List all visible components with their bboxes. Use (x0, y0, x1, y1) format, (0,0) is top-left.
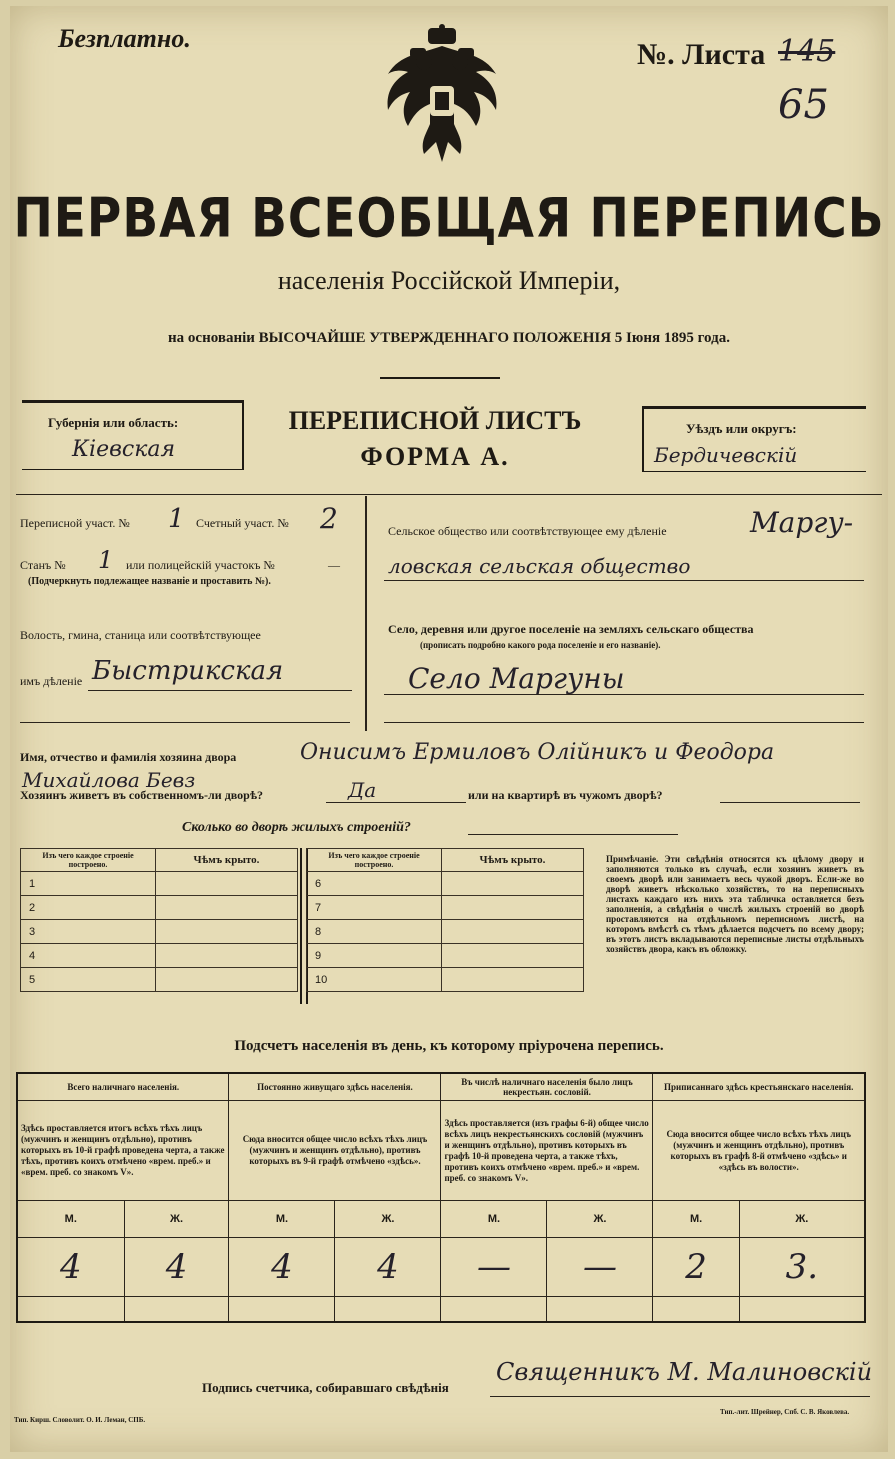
eagle-emblem-icon (380, 24, 505, 174)
row-number: 7 (307, 896, 442, 920)
female-label: Ж. (124, 1201, 229, 1238)
table-cell (442, 968, 584, 992)
buildings-label: Сколько во дворѣ жилыхъ строеній? (182, 820, 411, 835)
owner-lives-label: Хозяинъ живетъ въ собственномъ-ли дворѣ? (20, 788, 264, 802)
non-peasant-female-value: — (547, 1238, 653, 1297)
table-cell (17, 1297, 124, 1323)
permanent-female-value: 4 (335, 1238, 441, 1297)
owner-lives-line (326, 802, 466, 803)
ornament-divider (380, 377, 500, 379)
volost-value: Быстрикская (92, 656, 284, 686)
province-value: Кіевская (72, 437, 176, 462)
table-cell (156, 896, 298, 920)
page-title: ПЕРВАЯ ВСЕОБЩАЯ ПЕРЕПИСЬ (13, 186, 885, 251)
district-value: Бердичевскій (654, 443, 798, 467)
province-box (22, 400, 244, 470)
police-label: или полицейскій участокъ № (126, 558, 275, 572)
row-number: 9 (307, 944, 442, 968)
desc-permanent: Сюда вносится общее число всѣхъ тѣхъ лицъ (мужчинъ и женщинъ отдѣльно), противъ которыхъ въ 9-й графѣ отмѣчено «здѣсь». (229, 1101, 441, 1201)
volost-label: Волость, гмина, станица или соотвѣтствующее (20, 628, 261, 642)
signature-label: Подпись счетчика, собиравшаго свѣдѣнія (202, 1380, 449, 1395)
district-label: Уѣздъ или округъ: (686, 421, 797, 436)
table-cell (335, 1297, 441, 1323)
desc-non-peasant: Здѣсь проставляется (изъ графы 6-й) общее число всѣхъ лицъ некрестьянскихъ сословій (мужчинъ и женщинъ отдѣльно), противъ которыхъ въ графѣ 10-й проведена черта, а также тѣхъ, противъ коихъ отмѣчено «врем. преб.» и «врем. преб. со знакомъ V». (441, 1101, 653, 1201)
printer-left: Тип. Кирш. Словолит. О. И. Леман, СПБ. (14, 1416, 146, 1424)
society-line (384, 580, 864, 581)
census-district-value: 1 (168, 504, 185, 534)
table-cell (229, 1297, 335, 1323)
table-cell (442, 896, 584, 920)
census-sheet (10, 6, 888, 1452)
table-cell (124, 1297, 229, 1323)
signature-line (490, 1396, 870, 1397)
society-label: Сельское общество или соотвѣтствующее ему дѣленіе (388, 524, 667, 538)
male-label: М. (17, 1201, 124, 1238)
table-cell (441, 1297, 547, 1323)
total-female-value: 4 (124, 1238, 229, 1297)
table-cell (156, 944, 298, 968)
female-label: Ж. (739, 1201, 865, 1238)
police-value: — (328, 558, 340, 572)
table-cell (156, 872, 298, 896)
row-number: 3 (21, 920, 156, 944)
table-cell (739, 1297, 865, 1323)
owner-name-value-2: Михайлова Бевз (22, 768, 196, 792)
row-number: 5 (21, 968, 156, 992)
sheet-label: №. Листа (637, 38, 766, 71)
col-material: Изъ чего каждое строеніе построено. (307, 849, 442, 872)
note-text: Примѣчаніе. Эти свѣдѣнія относятся къ цѣлому двору и заполняются только въ случаѣ, если хозяинъ живетъ въ своемъ дворѣ или занимаетъ весь чужой дворъ. Если-же во дворѣ живетъ нѣсколько хозяйствъ, то на переписныхъ листахъ каждаго изъ нихъ эта табличка оставляется безъ заполненія, а свѣдѣнія о числѣ жилыхъ строеній во дворѣ проставляются на отдѣльномъ переписномъ листѣ, на которомъ вмѣстѣ съ тѣмъ дѣлается подсчетъ по всему двору; въ этотъ листъ вкладываются переписные листы отдѣльныхъ хозяйствъ двора, какъ въ обложку. (606, 854, 864, 954)
count-district-value: 2 (320, 502, 338, 535)
table-cell (156, 968, 298, 992)
table-cell (653, 1297, 739, 1323)
table-cell (442, 944, 584, 968)
census-district-label: Переписной участ. № (20, 516, 130, 530)
population-table (16, 1072, 866, 1323)
owner-name-label: Имя, отчество и фамилія хозяина двора (20, 750, 237, 764)
signature-value: Священникъ М. Малиновскій (496, 1358, 873, 1386)
col-roof: Чѣмъ крыто. (442, 849, 584, 872)
population-title: Подсчетъ населенія въ день, къ которому пріурочена перепись. (234, 1038, 664, 1054)
society-value: Маргу- (750, 506, 854, 539)
society-value-2: ловская сельская общество (388, 554, 691, 578)
header-total: Всего наличнаго населенія. (17, 1073, 229, 1101)
province-label: Губернія или область: (48, 415, 179, 430)
total-male-value: 4 (17, 1238, 124, 1297)
buildings-line (468, 834, 678, 835)
peasant-male-value: 2 (653, 1238, 739, 1297)
section-rule (16, 494, 882, 495)
village-note: (прописать подробно какого рода поселеніе и его названіе). (420, 640, 661, 650)
row-number: 4 (21, 944, 156, 968)
form-name: ФОРМА А. (360, 442, 510, 471)
stan-value: 1 (98, 546, 114, 574)
female-label: Ж. (547, 1201, 653, 1238)
district-box (642, 406, 866, 472)
row-number: 2 (21, 896, 156, 920)
underline-note: (Подчеркнуть подлежащее названіе и проставить №). (28, 576, 271, 587)
row-number: 1 (21, 872, 156, 896)
owner-lives-value: Да (348, 778, 377, 802)
volost-line (88, 690, 352, 691)
count-district-label: Счетный участ. № (196, 516, 289, 530)
table-cell (442, 872, 584, 896)
sheet-number: 65 (778, 82, 829, 128)
printer-right: Тип.-лит. Шрейнер, Спб. С. В. Яковлева. (720, 1408, 850, 1416)
male-label: М. (441, 1201, 547, 1238)
male-label: М. (229, 1201, 335, 1238)
permanent-male-value: 4 (229, 1238, 335, 1297)
male-label: М. (653, 1201, 739, 1238)
village-extra-line (384, 722, 864, 723)
village-line (384, 694, 864, 695)
header-permanent: Постоянно живущаго здѣсь населенія. (229, 1073, 441, 1101)
row-number: 6 (307, 872, 442, 896)
col-material: Изъ чего каждое строеніе построено. (21, 849, 156, 872)
volost-label-2: имъ дѣленіе (20, 674, 83, 688)
female-label: Ж. (335, 1201, 441, 1238)
owner-name-value: Онисимъ Ермиловъ Олійникъ и Феодора (300, 740, 775, 765)
sheet-number-crossed: 145 (778, 34, 836, 69)
stan-label: Станъ № (20, 558, 66, 572)
village-value: Село Маргуны (408, 662, 625, 695)
page-subtitle: населенія Россійской Имперіи, (277, 266, 621, 295)
peasant-female-value: 3. (739, 1238, 865, 1297)
header-non-peasant: Въ числѣ наличнаго населенія было лицъ некрестьян. сословій. (441, 1073, 653, 1101)
table-cell (442, 920, 584, 944)
desc-total: Здѣсь проставляется итогъ всѣхъ тѣхъ лицъ (мужчинъ и женщинъ отдѣльно), противъ которыхъ въ 10-й графѣ проведена черта, а также тѣхъ, противъ коихъ отмѣчено «врем. преб.» и «врем. преб. со знакомъ V». (17, 1101, 229, 1201)
table-cell (547, 1297, 653, 1323)
apartment-line (720, 802, 860, 803)
volost-extra-line (20, 722, 350, 723)
row-number: 10 (307, 968, 442, 992)
column-divider (365, 496, 367, 731)
col-roof: Чѣмъ крыто. (156, 849, 298, 872)
table-cell (156, 920, 298, 944)
village-label: Село, деревня или другое поселеніе на земляхъ сельскаго общества (388, 622, 754, 636)
buildings-table-right (306, 848, 584, 992)
desc-peasant: Сюда вносится общее число всѣхъ тѣхъ лицъ (мужчинъ и женщинъ отдѣльно), противъ которыхъ въ графѣ 8-й отмѣчено «здѣсь» и «здѣсь въ волости». (653, 1101, 865, 1201)
legal-basis: на основаніи ВЫСОЧАЙШЕ УТВЕРЖДЕННАГО ПОЛОЖЕНІЯ 5 Іюня 1895 года. (168, 330, 730, 346)
free-label: Безплатно. (58, 24, 191, 53)
buildings-table-left (20, 848, 298, 992)
apartment-label: или на квартирѣ въ чужомъ дворѣ? (468, 788, 663, 802)
form-title: ПЕРЕПИСНОЙ ЛИСТЪ (288, 406, 582, 435)
non-peasant-male-value: — (441, 1238, 547, 1297)
header-peasant: Приписаннаго здѣсь крестьянскаго населенія. (653, 1073, 865, 1101)
row-number: 8 (307, 920, 442, 944)
